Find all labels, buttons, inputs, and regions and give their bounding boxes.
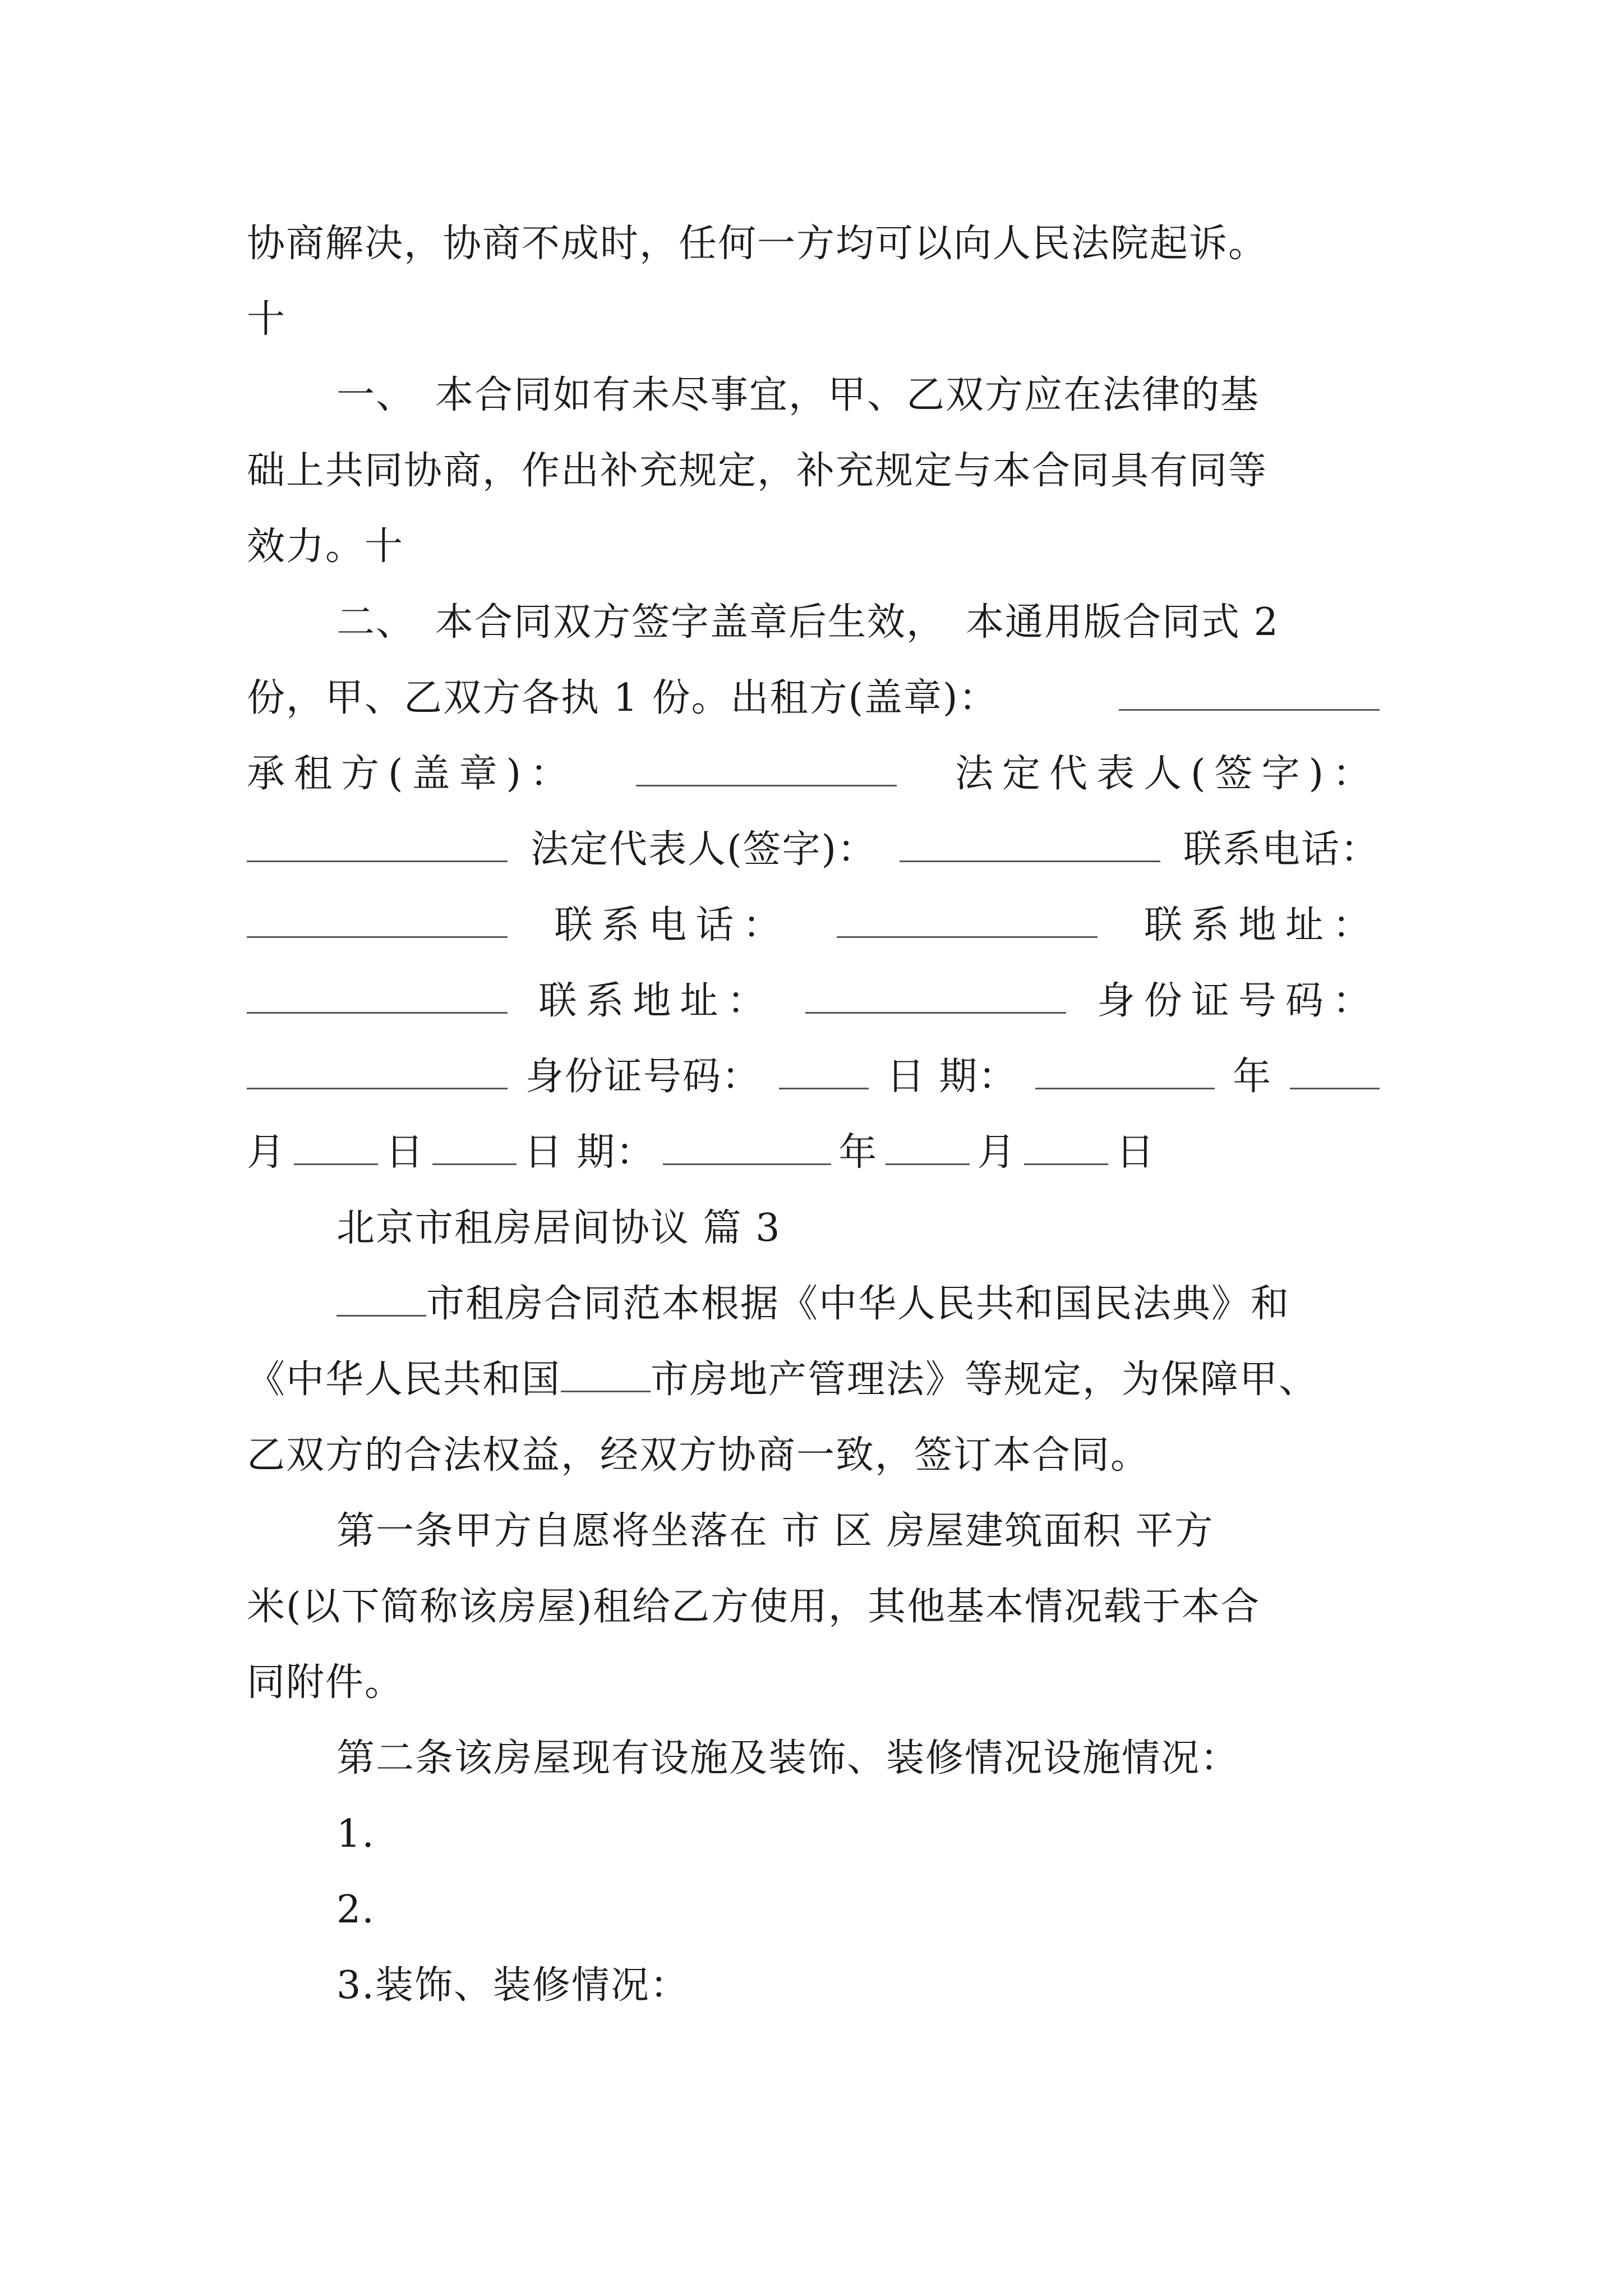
text-line: 效力。十 (247, 524, 404, 569)
text-span: 年 (838, 1130, 878, 1175)
clause-eleven: 一、 本合同如有未尽事宜，甲、乙双方应在法律的基 (336, 373, 1260, 417)
clause-twelve: 二、 本合同双方签字盖章后生效， 本通用版合同式 2 (336, 600, 1279, 645)
list-item: 2. (336, 1888, 375, 1932)
text-span: 身份证号码： (525, 1055, 761, 1099)
blank-field[interactable] (1290, 1054, 1380, 1089)
text-span: 《中华人民共和国 (247, 1358, 561, 1402)
date-line (247, 1125, 1155, 1181)
section-heading: 北京市租房居间协议 篇 3 (336, 1206, 781, 1250)
signature-line (247, 898, 1380, 954)
blank-field[interactable] (247, 903, 508, 938)
blank-field[interactable] (900, 827, 1160, 862)
blank-field[interactable] (636, 751, 897, 786)
text-span: 法定代表人(签字)： (955, 752, 1380, 796)
blank-field[interactable] (663, 1130, 831, 1165)
signature-line (247, 973, 1380, 1029)
text-span: 承租方(盖章)： (247, 752, 578, 796)
blank-field[interactable] (247, 1054, 508, 1089)
text-span: 联系电话： (1183, 827, 1380, 872)
signature-line (247, 1049, 1380, 1105)
text-span: 日 (385, 1130, 425, 1175)
text-span: 份，甲、乙双方各执 1 份。出租方(盖章)： (247, 676, 998, 720)
text-span: 联系地址： (1144, 903, 1380, 947)
text-line: 十 (247, 297, 287, 342)
paragraph-line: 米(以下简称该房屋)租给乙方使用，其他基本情况载于本合 (247, 1585, 1261, 1629)
article-two: 第二条该房屋现有设施及装饰、装修情况设施情况： (336, 1736, 1240, 1780)
text-span: 联系电话： (554, 903, 790, 947)
paragraph-line (247, 1352, 1380, 1408)
blank-field[interactable] (837, 903, 1098, 938)
blank-field[interactable] (336, 1281, 426, 1317)
signature-line (247, 822, 1380, 878)
blank-field[interactable] (886, 1130, 970, 1165)
text-span: 日 (1115, 1130, 1155, 1175)
blank-field[interactable] (247, 827, 508, 862)
paragraph-line (336, 1276, 1380, 1332)
blank-field[interactable] (294, 1130, 378, 1165)
text-span: 市租房合同范本根据《中华人民共和国民法典》和 (426, 1282, 1290, 1326)
list-item: 3.装饰、装修情况： (336, 1963, 689, 2008)
blank-field[interactable] (1024, 1130, 1108, 1165)
paragraph-line: 同附件。 (247, 1660, 404, 1705)
text-span: 市房地产管理法》等规定，为保障甲、 (651, 1358, 1318, 1402)
blank-field[interactable] (432, 1130, 517, 1165)
text-span: 月 (247, 1130, 287, 1175)
signature-line (247, 670, 1380, 726)
blank-field[interactable] (779, 1054, 869, 1089)
blank-field[interactable] (1035, 1054, 1215, 1089)
article-one: 第一条甲方自愿将坐落在 市 区 房屋建筑面积 平方 (336, 1509, 1214, 1553)
paragraph-line: 乙双方的合法权益，经双方协商一致，签订本合同。 (247, 1433, 1150, 1478)
text-line: 础上共同协商，作出补充规定，补充规定与本合同具有同等 (247, 449, 1268, 493)
text-span: 身份证号码： (1096, 979, 1380, 1023)
text-line: 协商解决，协商不成时，任何一方均可以向人民法院起诉。 (247, 222, 1268, 266)
list-item: 1. (336, 1812, 375, 1856)
text-span: 法定代表人(签字)： (530, 827, 877, 872)
blank-field[interactable] (805, 978, 1066, 1014)
blank-field[interactable] (1119, 675, 1380, 711)
text-span: 月 (977, 1130, 1017, 1175)
blank-field[interactable] (561, 1357, 651, 1392)
blank-field[interactable] (247, 978, 508, 1014)
text-span: 日 期： (886, 1055, 1018, 1099)
text-span: 日 期： (524, 1130, 656, 1175)
text-span: 联系地址： (538, 979, 774, 1023)
text-span: 年 (1233, 1055, 1272, 1099)
signature-line (247, 746, 1380, 802)
